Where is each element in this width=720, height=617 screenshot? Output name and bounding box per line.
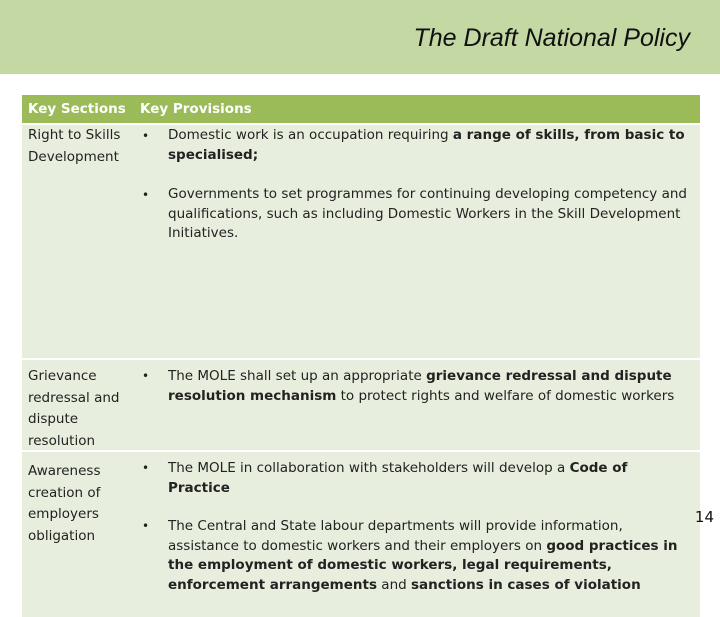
section-label: Awareness creation of employers obligation [28,463,101,544]
provision-text: The MOLE in collaboration with stakeholders will develop a Code of Practice [168,460,628,496]
slide-header [0,0,720,74]
table-row [22,452,700,617]
section-label: Grievance redressal and dispute resolution [28,368,120,449]
header-key-sections: Key Sections [28,101,126,117]
bullet-icon: • [142,188,150,202]
bullet-icon: • [142,129,150,143]
provision-text: Governments to set programmes for continuing developing competency and qualifications, such as including Domestic Workers in the Skill Development Initiatives. [168,186,687,241]
table-row [22,125,700,358]
table-row [22,360,700,450]
table-header [22,95,700,123]
bullet-icon: • [142,519,150,533]
provision-text: The Central and State labour departments will provide information, assistance to domestic workers and their employers on good practices in the employment of domestic workers, legal requirements, enforcement arrangements and sanctions in cases of violation [168,518,678,593]
slide-title: The Draft National Policy [413,24,690,52]
page-number: 14 [694,508,714,526]
bullet-icon: • [142,369,150,383]
provision-text: Domestic work is an occupation requiring a range of skills, from basic to specialised; [168,127,685,163]
policy-table [22,95,700,593]
bullet-icon: • [142,461,150,475]
provision-text: The MOLE shall set up an appropriate grievance redressal and dispute resolution mechanism to protect rights and welfare of domestic workers [168,368,675,404]
section-label: Right to Skills Development [28,127,121,165]
header-key-provisions: Key Provisions [140,101,252,117]
